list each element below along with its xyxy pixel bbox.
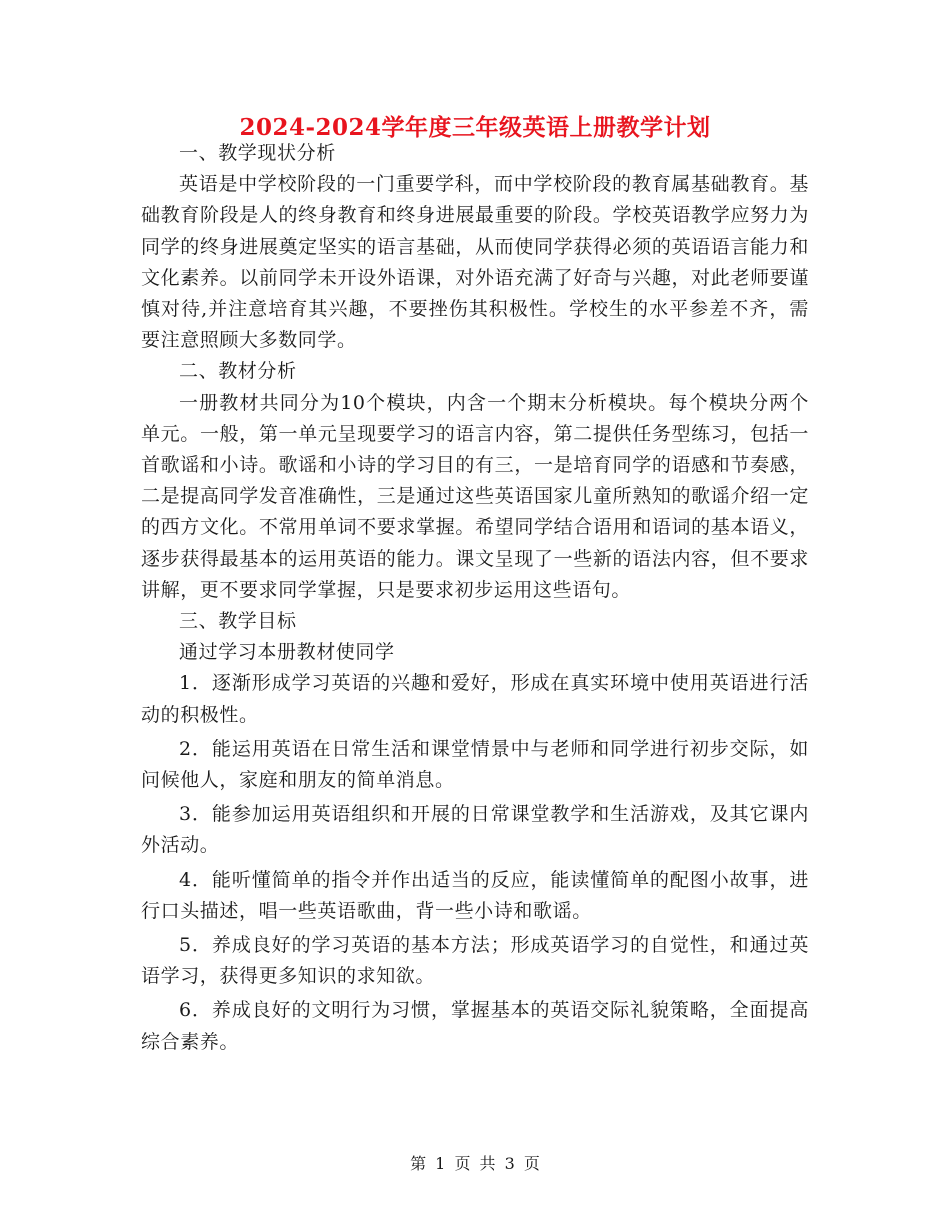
page-number-footer: 第 1 页 共 3 页 xyxy=(410,1154,540,1173)
teaching-goals-intro: 通过学习本册教材使同学 xyxy=(179,641,395,664)
goal-item: 6．养成良好的文明行为习惯，掌握基本的英语交际礼貌策略，全面提高综合素养。 xyxy=(141,999,809,1053)
section-heading-textbook-analysis: 二、教材分析 xyxy=(179,360,297,383)
goal-item: 2．能运用英语在日常生活和课堂情景中与老师和同学进行初步交际，如问候他人，家庭和朋友的简单消息。 xyxy=(141,737,809,792)
document-title: 2024-2024学年度三年级英语上册教学计划 xyxy=(239,114,711,141)
goal-item: 1．逐渐形成学习英语的兴趣和爱好，形成在真实环境中使用英语进行活动的积极性。 xyxy=(141,672,809,726)
document-body xyxy=(141,138,809,1061)
section-heading-teaching-goals: 三、教学目标 xyxy=(179,610,297,633)
goal-item: 3．能参加运用英语组织和开展的日常课堂教学和生活游戏，及其它课内外活动。 xyxy=(141,803,809,857)
goal-item: 5．养成良好的学习英语的基本方法；形成英语学习的自觉性，和通过英语学习，获得更多知识的求知欲。 xyxy=(141,934,809,988)
section-paragraph-current-situation: 英语是中学校阶段的一门重要学科，而中学校阶段的教育属基础教育。基础教育阶段是人的终身教育和终身进展最重要的阶段。学校英语教学应努力为同学的终身进展奠定坚实的语言基础，从而使同学获得必须的英语语言能力和文化素养。以前同学未开设外语课，对外语充满了好奇与兴趣，对此老师要谨慎对待,并注意培育其兴趣，不要挫伤其积极性。学校生的水平参差不齐，需要注意照顾大多数同学。 xyxy=(141,173,809,352)
section-paragraph-textbook-analysis: 一册教材共同分为10个模块，内含一个期末分析模块。每个模块分两个单元。一般，第一单元呈现要学习的语言内容，第二提供任务型练习，包括一首歌谣和小诗。歌谣和小诗的学习目的有三，一是培育同学的语感和节奏感，二是提高同学发音准确性，三是通过这些英语国家儿童所熟知的歌谣介绍一定的西方文化。不常用单词不要求掌握。希望同学结合语用和语词的基本语义，逐步获得最基本的运用英语的能力。课文呈现了一些新的语法内容，但不要求讲解，更不要求同学掌握，只是要求初步运用这些语句。 xyxy=(141,391,809,601)
section-heading-current-situation: 一、教学现状分析 xyxy=(179,142,336,164)
goal-item: 4．能听懂简单的指令并作出适当的反应，能读懂简单的配图小故事，进行口头描述，唱一些英语歌曲，背一些小诗和歌谣。 xyxy=(141,868,809,922)
